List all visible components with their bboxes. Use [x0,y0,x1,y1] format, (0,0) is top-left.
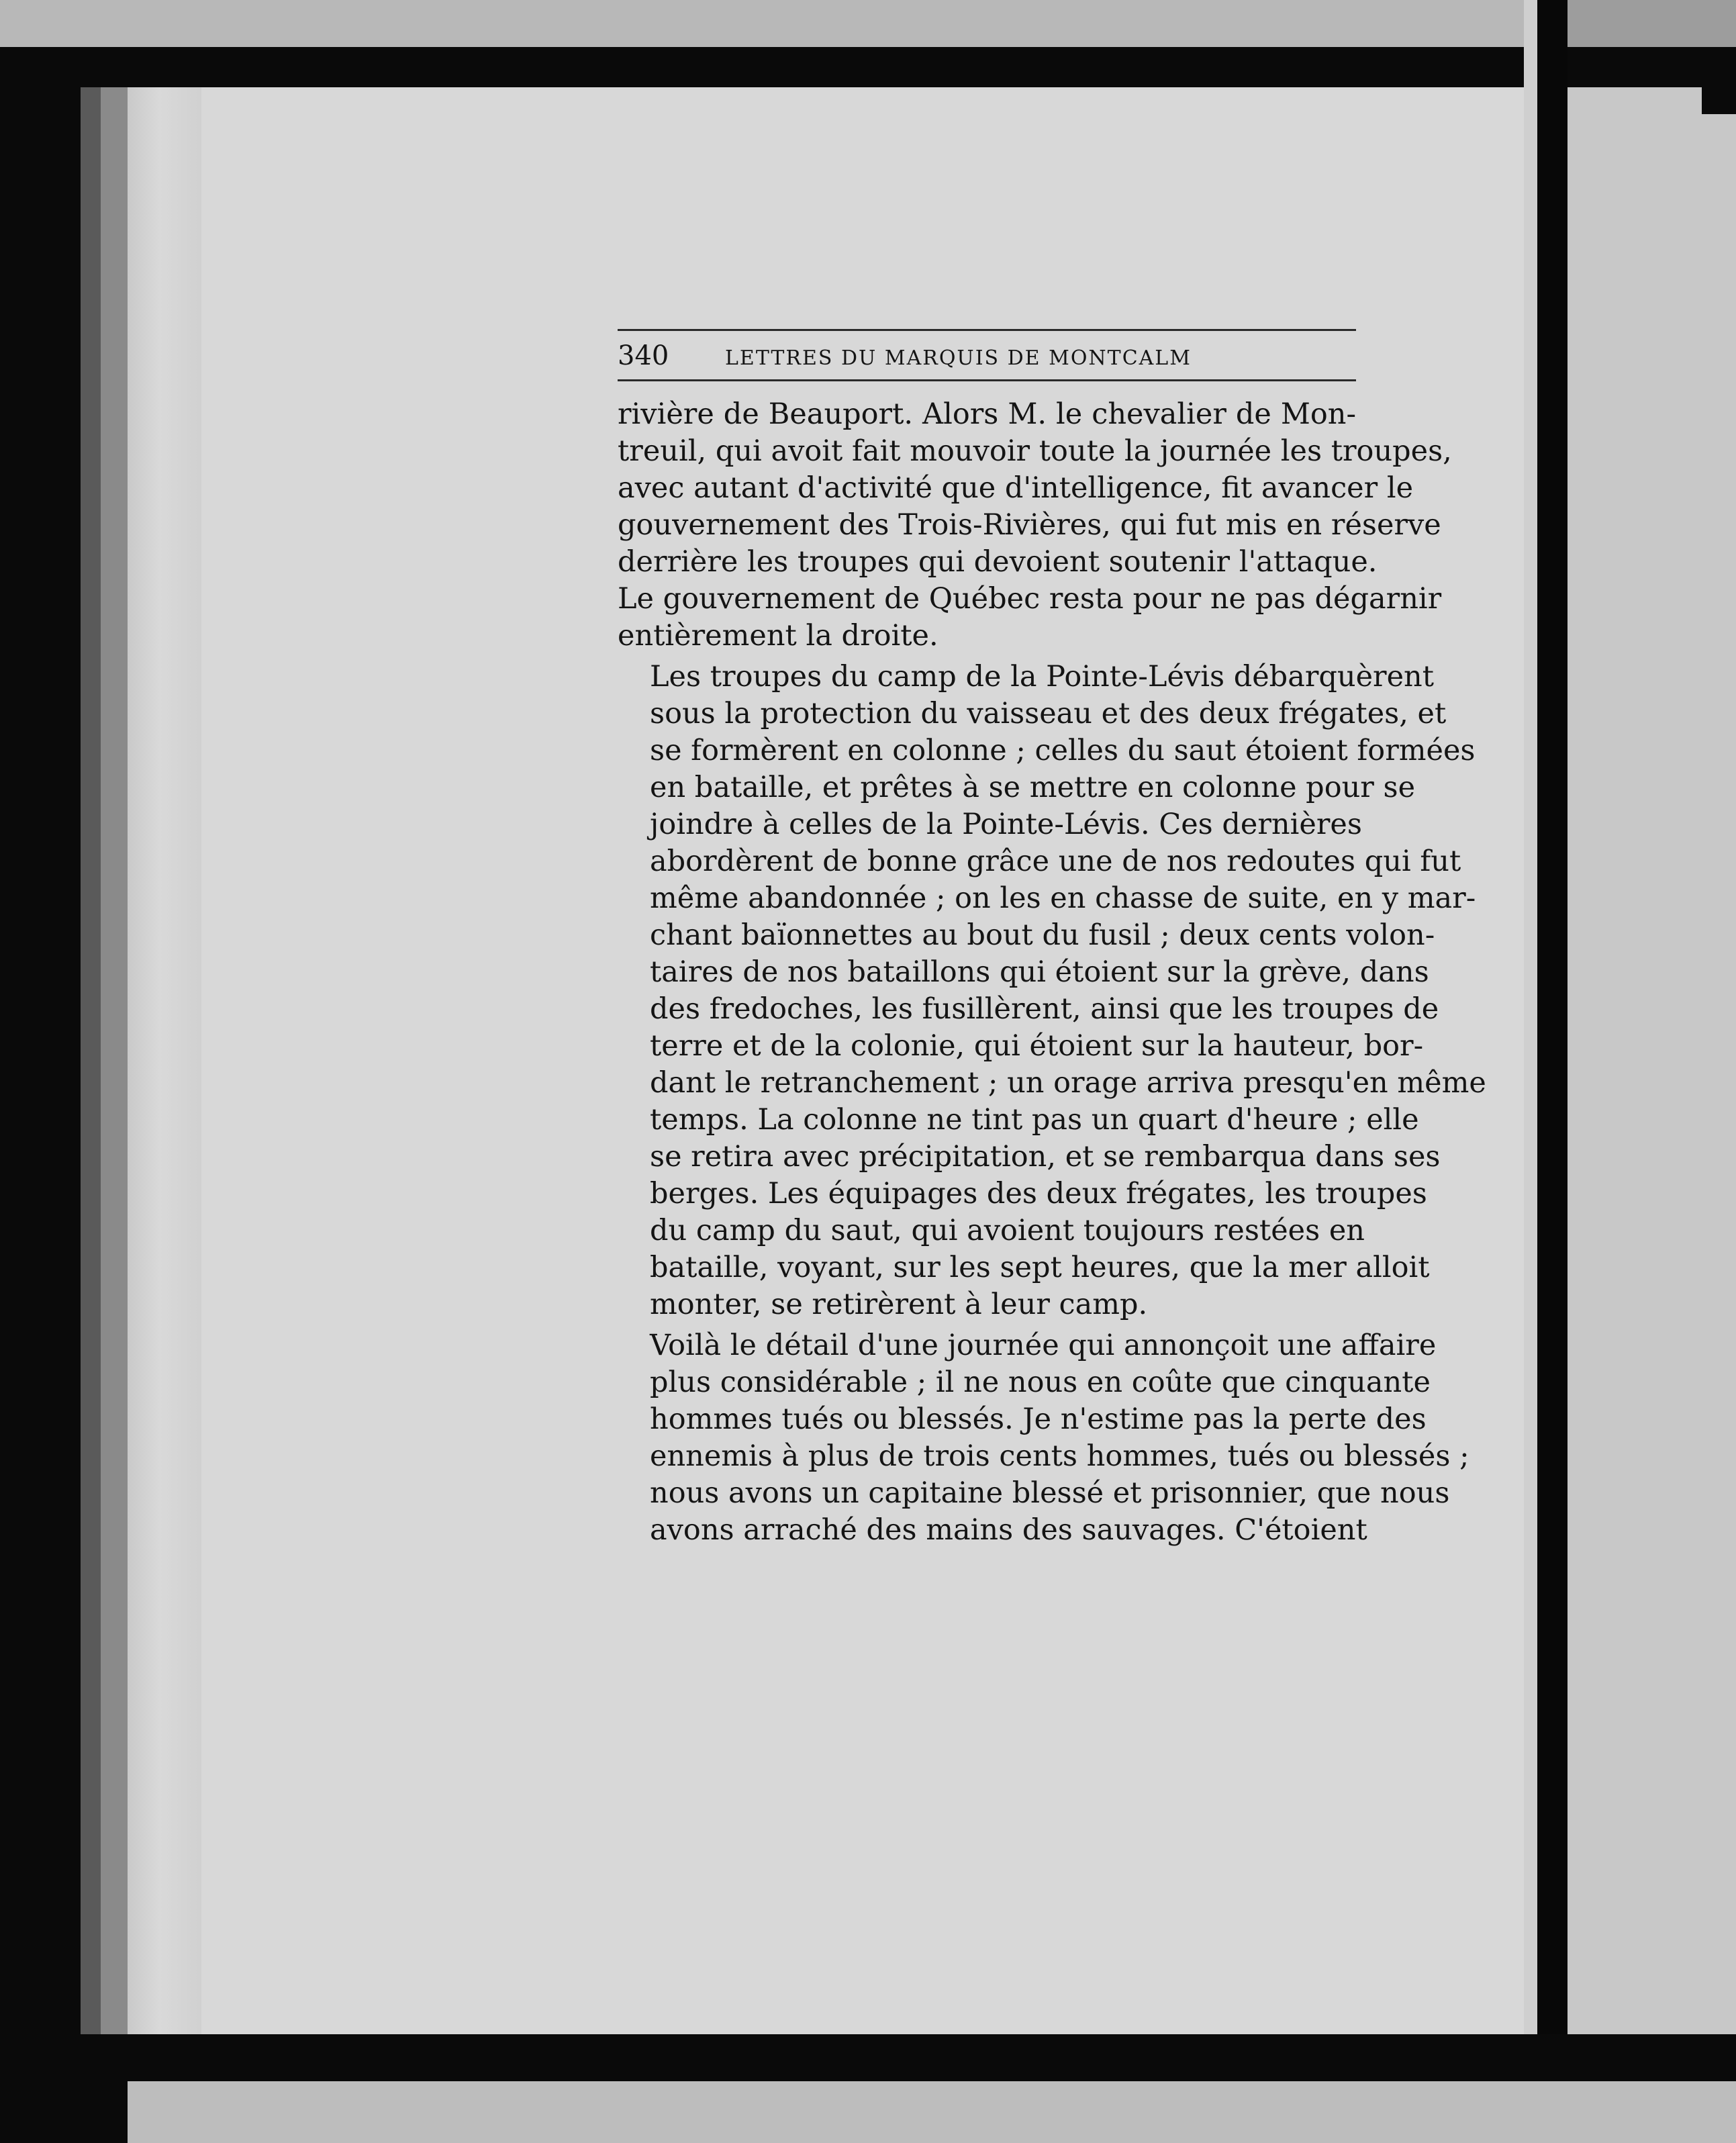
text-line: nous avons un capitaine blessé et prisonnier, que nous [650,1476,1450,1510]
text-line: abordèrent de bonne grâce une de nos redoutes qui fut [650,845,1461,878]
header-rule-top [618,329,1356,331]
book-gutter [128,87,208,2034]
text-line: bataille, voyant, sur les sept heures, que la mer alloit [650,1251,1430,1284]
text-line: ennemis à plus de trois cents hommes, tués ou blessés ; [650,1439,1469,1473]
paragraph [618,659,1486,1323]
text-line: temps. La colonne ne tint pas un quart d'heure ; elle [650,1103,1419,1137]
text-line: des fredoches, les fusillèrent, ainsi que les troupes de [650,992,1439,1026]
text-line: treuil, qui avoit fait mouvoir toute la journée les troupes, [618,434,1452,468]
text-line: hommes tués ou blessés. Je n'estime pas la perte des [650,1402,1427,1436]
film-strip-top-right [1557,0,1736,47]
text-line: Voilà le détail d'une journée qui annonçoit une affaire [650,1329,1437,1362]
text-line: avons arraché des mains des sauvages. C'étoient [650,1513,1367,1547]
film-strip-bottom [128,2081,1736,2143]
film-strip-top [0,0,1736,47]
text-line: derrière les troupes qui devoient soutenir l'attaque. [618,545,1378,579]
frame-corner-mark [1702,60,1736,114]
page-text-block [618,329,1486,1549]
text-line: monter, se retirèrent à leur camp. [650,1288,1148,1321]
text-line: entièrement la droite. [618,619,938,653]
film-border-bottom [0,2034,1736,2143]
text-line: se retira avec précipitation, et se rembarqua dans ses [650,1140,1441,1174]
adjacent-frame [1568,87,1736,2034]
page-number: 340 [618,340,669,371]
text-line: plus considérable ; il ne nous en coûte que cinquante [650,1366,1431,1399]
running-head [618,340,1356,371]
text-line: rivière de Beauport. Alors M. le chevalier de Mon- [618,397,1356,431]
text-line: avec autant d'activité que d'intelligence, fit avancer le [618,471,1414,505]
film-divider-right [1537,0,1568,2143]
text-line: même abandonnée ; on les en chasse de suite, en y mar- [650,882,1476,915]
text-line: taires de nos bataillons qui étoient sur la grève, dans [650,955,1429,989]
text-line: terre et de la colonie, qui étoient sur la hauteur, bor- [650,1029,1424,1063]
film-border-top [0,0,1736,87]
paragraph [618,396,1452,655]
text-line: berges. Les équipages des deux frégates, les troupes [650,1177,1427,1210]
text-line: Les troupes du camp de la Pointe-Lévis débarquèrent [650,660,1435,694]
body-text [618,396,1486,1549]
page-edge-right [1524,0,1537,2143]
text-line: Le gouvernement de Québec resta pour ne pas dégarnir [618,582,1442,616]
header-rule-bottom [618,379,1356,381]
running-title: LETTRES DU MARQUIS DE MONTCALM [725,346,1192,370]
text-line: en bataille, et prêtes à se mettre en colonne pour se [650,771,1416,804]
paragraph [618,1327,1469,1549]
text-line: du camp du saut, qui avoient toujours restées en [650,1214,1365,1247]
text-line: sous la protection du vaisseau et des deux frégates, et [650,697,1447,730]
text-line: dant le retranchement ; un orage arriva presqu'en même [650,1066,1486,1100]
text-line: se formèrent en colonne ; celles du saut étoient formées [650,734,1476,767]
text-line: joindre à celles de la Pointe-Lévis. Ces dernières [650,808,1362,841]
text-line: chant baïonnettes au bout du fusil ; deux cents volon- [650,918,1435,952]
film-edge-left [0,87,128,2034]
text-line: gouvernement des Trois-Rivières, qui fut mis en réserve [618,508,1441,542]
